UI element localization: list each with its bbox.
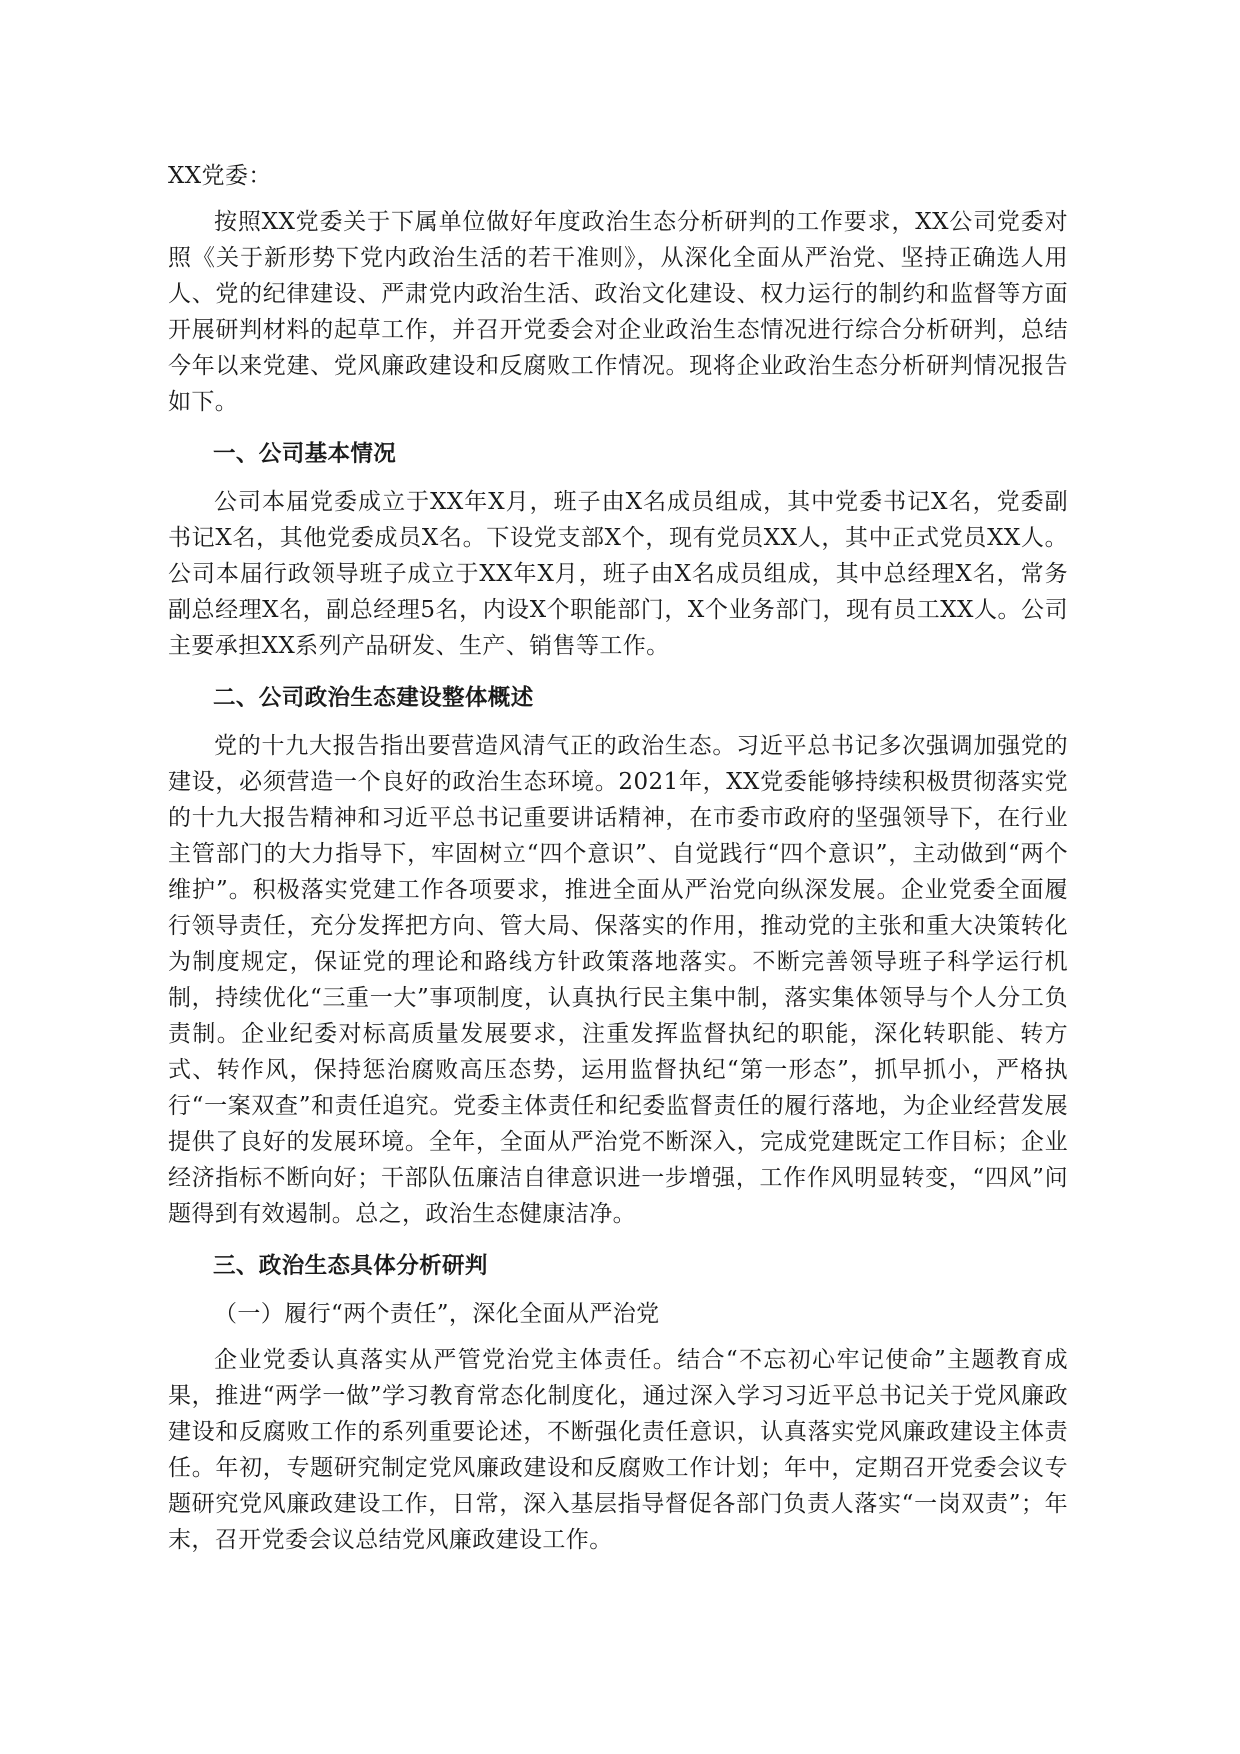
section-3-subheading-1: （一）履行“两个责任”，深化全面从严治党 xyxy=(214,1301,660,1327)
section-1-heading: 一、公司基本情况 xyxy=(213,441,397,467)
section-3-heading: 三、政治生态具体分析研判 xyxy=(213,1253,488,1279)
intro-paragraph: 按照XX党委关于下属单位做好年度政治生态分析研判的工作要求，XX公司党委对照《关于新形势下党内政治生活的若干准则》，从深化全面从严治党、坚持正确选人用人、党的纪律建设、严肃党内政治生活、政治文化建设、权力运行的制约和监督等方面开展研判材料的起草工作，并召开党委会对企业政治生态情况进行综合分析研判，总结今年以来党建、党风廉政建设和反腐败工作情况。现将企业政治生态分析研判情况报告如下。 xyxy=(168,209,1068,415)
section-2-paragraph: 党的十九大报告指出要营造风清气正的政治生态。习近平总书记多次强调加强党的建设，必须营造一个良好的政治生态环境。2021年，XX党委能够持续积极贯彻落实党的十九大报告精神和习近平总书记重要讲话精神，在市委市政府的坚强领导下，在行业主管部门的大力指导下，牢固树立“四个意识”、自觉践行“四个意识”，主动做到“两个维护”。积极落实党建工作各项要求，推进全面从严治党向纵深发展。企业党委全面履行领导责任，充分发挥把方向、管大局、保落实的作用，推动党的主张和重大决策转化为制度规定，保证党的理论和路线方针政策落地落实。不断完善领导班子科学运行机制，持续优化“三重一大”事项制度，认真执行民主集中制，落实集体领导与个人分工负责制。企业纪委对标高质量发展要求，注重发挥监督执纪的职能，深化转职能、转方式、转作风，保持惩治腐败高压态势，运用监督执纪“第一形态”，抓早抓小，严格执行“一案双查”和责任追究。党委主体责任和纪委监督责任的履行落地，为企业经营发展提供了良好的发展环境。全年，全面从严治党不断深入，完成党建既定工作目标；企业经济指标不断向好；干部队伍廉洁自律意识进一步增强，工作作风明显转变，“四风”问题得到有效遏制。总之，政治生态健康洁净。 xyxy=(168,733,1068,1227)
salutation: XX党委： xyxy=(168,163,272,189)
document-body xyxy=(168,158,1068,1568)
section-3-paragraph-1: 企业党委认真落实从严管党治党主体责任。结合“不忘初心牢记使命”主题教育成果，推进“两学一做”学习教育常态化制度化，通过深入学习习近平总书记关于党风廉政建设和反腐败工作的系列重要论述，不断强化责任意识，认真落实党风廉政建设主体责任。年初，专题研究制定党风廉政建设和反腐败工作计划；年中，定期召开党委会议专题研究党风廉政建设工作，日常，深入基层指导督促各部门负责人落实“一岗双责”；年末，召开党委会议总结党风廉政建设工作。 xyxy=(168,1347,1068,1553)
section-1-paragraph: 公司本届党委成立于XX年X月，班子由X名成员组成，其中党委书记X名，党委副书记X名，其他党委成员X名。下设党支部X个，现有党员XX人，其中正式党员XX人。公司本届行政领导班子成立于XX年X月，班子由X名成员组成，其中总经理X名，常务副总经理X名，副总经理5名，内设X个职能部门，X个业务部门，现有员工XX人。公司主要承担XX系列产品研发、生产、销售等工作。 xyxy=(168,489,1068,659)
section-2-heading: 二、公司政治生态建设整体概述 xyxy=(213,685,534,711)
